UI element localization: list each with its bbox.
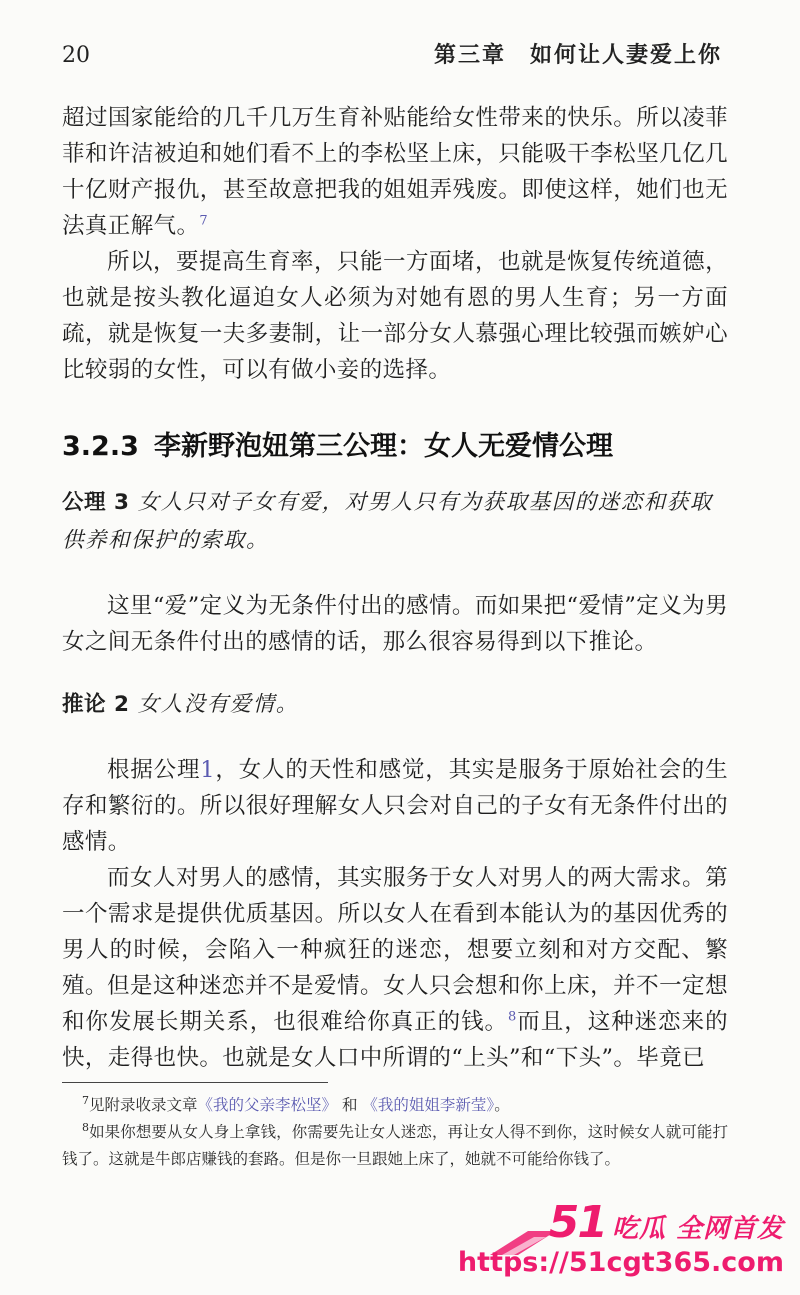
footnote-7-link-father[interactable]: 《我的父亲李松坚》 (197, 1096, 338, 1114)
paragraph-2 (62, 244, 728, 388)
footnote-7-and: 和 (341, 1096, 358, 1114)
corollary-label: 推论 2 (62, 692, 130, 717)
paragraph-3-text: 这里“爱”定义为无条件付出的感情。而如果把“爱情”定义为男女之间无条件付出的感情的话，那么很容易得到以下推论。 (62, 593, 728, 655)
paragraph-6 (62, 968, 728, 1076)
footnote-7-link-sister[interactable]: 《我的姐姐李新莹》 (362, 1096, 495, 1114)
footnote-7-end: 。 (494, 1096, 510, 1114)
watermark-brand (549, 1197, 784, 1248)
paragraph-4-text-b: ，女人的天性和感觉，其实是服务于原始社会的生存和繁衍的。所以很好理解女人只会对自己的子女有无条件付出的感情。 (62, 757, 728, 855)
footnote-8-mark: 8 (82, 1120, 89, 1134)
watermark-url[interactable]: https://51cgt365.com (457, 1247, 784, 1278)
paragraph-2-text: 所以，要提高生育率，只能一方面堵，也就是恢复传统道德，也就是按头教化逼迫女人必须为对她有恩的男人生育；另一方面疏，就是恢复一夫多妻制，让一部分女人慕强心理比较强而嫉妒心比较弱的女性，可以有做小妾的选择。 (62, 249, 728, 383)
section-title: 李新野泡妞第三公理：女人无爱情公理 (154, 431, 613, 462)
corollary-2 (62, 686, 728, 724)
footnote-mark-7[interactable]: 7 (199, 213, 209, 229)
page-number: 20 (62, 43, 90, 68)
footnote-7-text: 见附录收录文章 (89, 1096, 198, 1114)
footnote-8-text: 如果你想要从女人身上拿钱，你需要先让女人迷恋，再让女人得不到你，这时候女人就可能打钱了。这就是牛郎店赚钱的套路。但是你一旦跟她上床了，她就不可能给你钱了。 (62, 1123, 728, 1168)
footnote-7 (62, 1092, 728, 1119)
section-number: 3.2.3 (62, 431, 139, 462)
site-watermark (457, 1195, 788, 1290)
paragraph-3 (62, 588, 728, 660)
watermark-brand-number: 51 (548, 1197, 606, 1248)
footnote-7-mark: 7 (82, 1093, 89, 1107)
axiom-text: 女人只对子女有爱，对男人只有为获取基因的迷恋和获取供养和保护的索取。 (62, 490, 713, 553)
footnote-8 (62, 1119, 728, 1173)
footnotes (62, 1092, 728, 1173)
footnote-mark-8[interactable]: 8 (508, 1009, 517, 1025)
corollary-text: 女人没有爱情。 (137, 692, 299, 717)
paragraph-1 (62, 100, 728, 244)
paragraph-1-text: 超过国家能给的几千几万生育补贴能给女性带来的快乐。所以凌菲菲和许洁被迫和她们看不上的李松坚上床，只能吸干李松坚几亿几十亿财产报仇，甚至故意把我的姐姐弄残废。即使这样，她们也无法真正解气。 (62, 105, 728, 239)
paragraph-5-text: 而女人对男人的感情，其实服务于女人对男人的两大需求。第一个需求是提供优质基因。所以女人在看到本能认为的基因优秀的男人的时候，会陷入一种疯狂的迷恋，想要立刻和对方交配、繁殖。 (62, 865, 728, 999)
paragraph-4 (62, 752, 728, 860)
footnote-divider (62, 1082, 328, 1083)
paragraph-6-text-a: 但是这种迷恋并不是爱情。女人只会想和你上床，并不一定想和你发展长期关系，也很难给你真正的钱。 (62, 973, 728, 1035)
running-head (62, 38, 722, 72)
axiom-label: 公理 3 (62, 490, 130, 515)
paragraph-4-text-a: 根据公理 (107, 757, 201, 783)
watermark-brand-text: 吃瓜 全网首发 (611, 1214, 784, 1244)
axiom-reference-link[interactable]: 1 (200, 757, 215, 783)
paragraph-6-text-b: 而且，这种迷恋来的快，走得也快。也就是女人口中所谓的“上头”和“下头”。毕竟已 (62, 1009, 728, 1071)
chapter-title: 第三章 如何让人妻爱上你 (433, 42, 722, 68)
section-heading (62, 424, 728, 463)
axiom-3 (62, 484, 728, 560)
